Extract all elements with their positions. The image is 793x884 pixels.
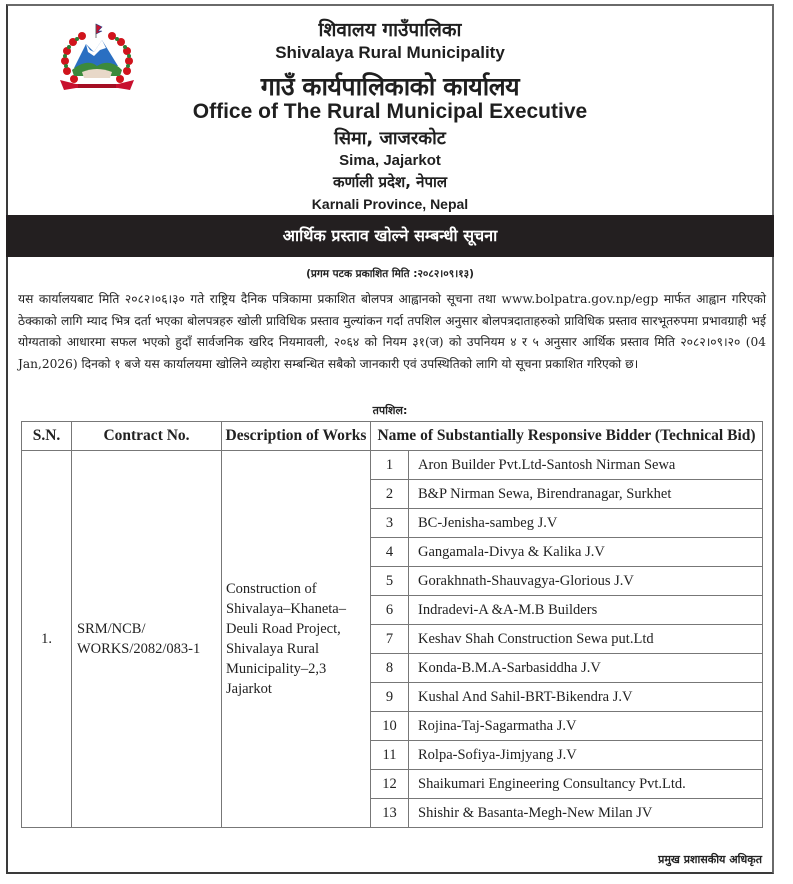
bidder-name: Aron Builder Pvt.Ltd-Santosh Nirman Sewa	[409, 451, 763, 480]
bidder-name: Indradevi-A &A-M.B Builders	[409, 596, 763, 625]
bidder-number: 13	[371, 799, 409, 828]
row-contract-no: SRM/NCB/ WORKS/2082/083-1	[72, 451, 222, 828]
location-english: Sima, Jajarkot	[339, 152, 441, 169]
table-header-row	[22, 422, 763, 451]
header-bidder-name: Name of Substantially Responsive Bidder (Technical Bid)	[371, 422, 763, 451]
bidder-number: 1	[371, 451, 409, 480]
bidder-number: 12	[371, 770, 409, 799]
signatory-title: प्रमुख प्रशासकीय अधिकृत	[658, 853, 762, 866]
bidder-name: B&P Nirman Sewa, Birendranagar, Surkhet	[409, 480, 763, 509]
header-sn: S.N.	[22, 422, 72, 451]
bidder-number: 3	[371, 509, 409, 538]
location-nepali: सिमा, जाजरकोट	[334, 128, 446, 149]
details-label: तपशिल:	[372, 404, 408, 417]
notice-document	[6, 4, 774, 874]
bidder-name: Keshav Shah Construction Sewa put.Ltd	[409, 625, 763, 654]
row-sn: 1.	[22, 451, 72, 828]
bidder-number: 8	[371, 654, 409, 683]
bidder-name: Shishir & Basanta-Megh-New Milan JV	[409, 799, 763, 828]
notice-body: यस कार्यालयबाट मिति २०८२।०६।३० गते राष्ट्रिय दैनिक पत्रिकामा प्रकाशित बोलपत्र आह्वानको सूचना तथा www.bolpatra.gov.np/egp मार्फत आह्वान गरिएको ठेक्काको लागि म्याद भित्र दर्ता भएका बोलपत्रहरु खोली प्राविधिक प्रस्ताव मुल्यांकन गर्दा तपशिल अनुसार बोलपत्रदाताहरुको प्राविधिक प्रस्ताव सारभूतरुपमा प्रभावग्राही भई योग्यताको आधारमा सफल भएको हुदाँ सार्वजनिक खरिद नियमावली, २०६४ को नियम ३१(ज) को उपनियम ४ र ५ अनुसार आर्थिक प्रस्ताव मिति २०८२।०९।२० (04 Jan,2026) दिनको १ बजे यस कार्यालयमा खोलिने व्यहोरा सम्बन्धित सबैको जानकारी एवं उपस्थितिको लागि यो सूचना प्रकाशित गरिएको छ।	[18, 292, 766, 371]
municipality-name-nepali: शिवालय गाउँपालिका	[318, 19, 462, 41]
bidder-number: 5	[371, 567, 409, 596]
office-name-english: Office of The Rural Municipal Executive	[192, 100, 588, 123]
notice-title-banner: आर्थिक प्रस्ताव खोल्ने सम्बन्धी सूचना	[6, 215, 774, 257]
bidders-table	[21, 421, 763, 828]
bidder-name: Gangamala-Divya & Kalika J.V	[409, 538, 763, 567]
bidder-name: Rolpa-Sofiya-Jimjyang J.V	[409, 741, 763, 770]
bidder-number: 10	[371, 712, 409, 741]
header-contract-no: Contract No.	[72, 422, 222, 451]
bidder-number: 4	[371, 538, 409, 567]
bidder-number: 7	[371, 625, 409, 654]
bidder-name: Shaikumari Engineering Consultancy Pvt.Ltd.	[409, 770, 763, 799]
bidder-name: BC-Jenisha-sambeg J.V	[409, 509, 763, 538]
bidder-name: Konda-B.M.A-Sarbasiddha J.V	[409, 654, 763, 683]
province-nepali: कर्णाली प्रदेश, नेपाल	[332, 173, 448, 191]
province-english: Karnali Province, Nepal	[311, 196, 469, 212]
municipality-name-english: Shivalaya Rural Municipality	[275, 43, 505, 62]
header-description: Description of Works	[222, 422, 371, 451]
bidder-number: 2	[371, 480, 409, 509]
bidder-number: 6	[371, 596, 409, 625]
bidder-name: Rojina-Taj-Sagarmatha J.V	[409, 712, 763, 741]
bidder-number: 11	[371, 741, 409, 770]
table-row	[22, 451, 763, 480]
office-name-nepali: गाउँ कार्यपालिकाको कार्यालय	[260, 72, 520, 101]
row-description: Construction of Shivalaya–Khaneta–Deuli Road Project, Shivalaya Rural Municipality–2,3 Jajarkot	[222, 451, 371, 828]
bidder-name: Kushal And Sahil-BRT-Bikendra J.V	[409, 683, 763, 712]
bidder-name: Gorakhnath-Shauvagya-Glorious J.V	[409, 567, 763, 596]
bidder-number: 9	[371, 683, 409, 712]
published-date: (प्रगम पटक प्रकाशित मिति :२०८२।०९।१३)	[306, 268, 474, 280]
